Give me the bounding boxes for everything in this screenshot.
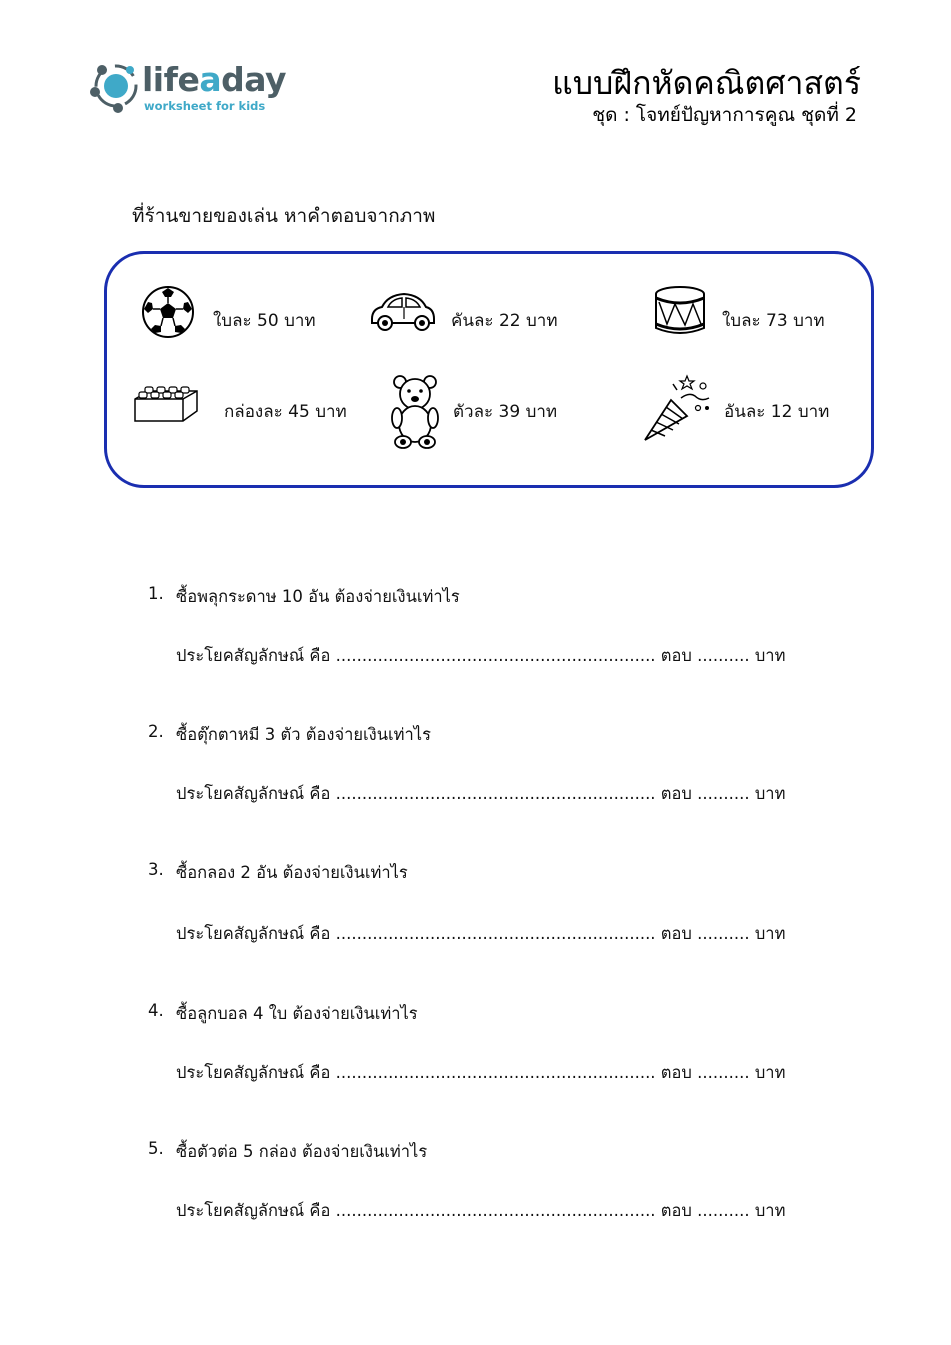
question-text: ซื้อลูกบอล 4 ใบ ต้องจ่ายเงินเท่าไร: [176, 1004, 418, 1023]
price-car: คันละ 22 บาท: [451, 311, 558, 331]
question-number: 1.: [148, 584, 164, 603]
instruction-text: ที่ร้านขายของเล่น หาคำตอบจากภาพ: [132, 205, 436, 227]
price-list-box: [104, 251, 874, 488]
soccer-ball-icon: [141, 285, 195, 339]
lego-brick-icon: [133, 381, 199, 427]
answer-line: ประโยคสัญลักษณ์ คือ ............................................................. ตอบ .......... บาท: [176, 1063, 786, 1082]
logo-wordmark: lifeaday: [142, 60, 287, 99]
question-text: ซื้อตัวต่อ 5 กล่อง ต้องจ่ายเงินเท่าไร: [176, 1142, 428, 1161]
party-popper-icon: [643, 374, 713, 442]
price-drum: ใบละ 73 บาท: [722, 311, 825, 331]
answer-line: ประโยคสัญลักษณ์ คือ ............................................................. ตอบ .......... บาท: [176, 924, 786, 943]
question-text: ซื้อตุ๊กตาหมี 3 ตัว ต้องจ่ายเงินเท่าไร: [176, 725, 431, 744]
page-subtitle: ชุด : โจทย์ปัญหาการคูณ ชุดที่ 2: [592, 104, 857, 126]
price-popper: อันละ 12 บาท: [724, 402, 830, 422]
page-title: แบบฝึกหัดคณิตศาสตร์: [552, 64, 861, 102]
question-number: 3.: [148, 860, 164, 879]
question-number: 2.: [148, 722, 164, 741]
teddy-bear-icon: [388, 374, 442, 450]
question-number: 5.: [148, 1139, 164, 1158]
question-text: ซื้อกลอง 2 อัน ต้องจ่ายเงินเท่าไร: [176, 863, 408, 882]
logo-molecule-icon: [88, 58, 144, 114]
price-lego: กล่องละ 45 บาท: [224, 402, 347, 422]
answer-line: ประโยคสัญลักษณ์ คือ ............................................................. ตอบ .......... บาท: [176, 784, 786, 803]
answer-line: ประโยคสัญลักษณ์ คือ ............................................................. ตอบ .......... บาท: [176, 1201, 786, 1220]
logo-tagline: worksheet for kids: [144, 99, 266, 113]
price-ball: ใบละ 50 บาท: [213, 311, 316, 331]
question-text: ซื้อพลุกระดาษ 10 อัน ต้องจ่ายเงินเท่าไร: [176, 587, 460, 606]
drum-icon: [653, 284, 707, 338]
toy-car-icon: [368, 289, 438, 335]
price-teddy: ตัวละ 39 บาท: [453, 402, 558, 422]
answer-line: ประโยคสัญลักษณ์ คือ ............................................................. ตอบ .......... บาท: [176, 646, 786, 665]
question-number: 4.: [148, 1001, 164, 1020]
brand-logo: [88, 58, 288, 118]
